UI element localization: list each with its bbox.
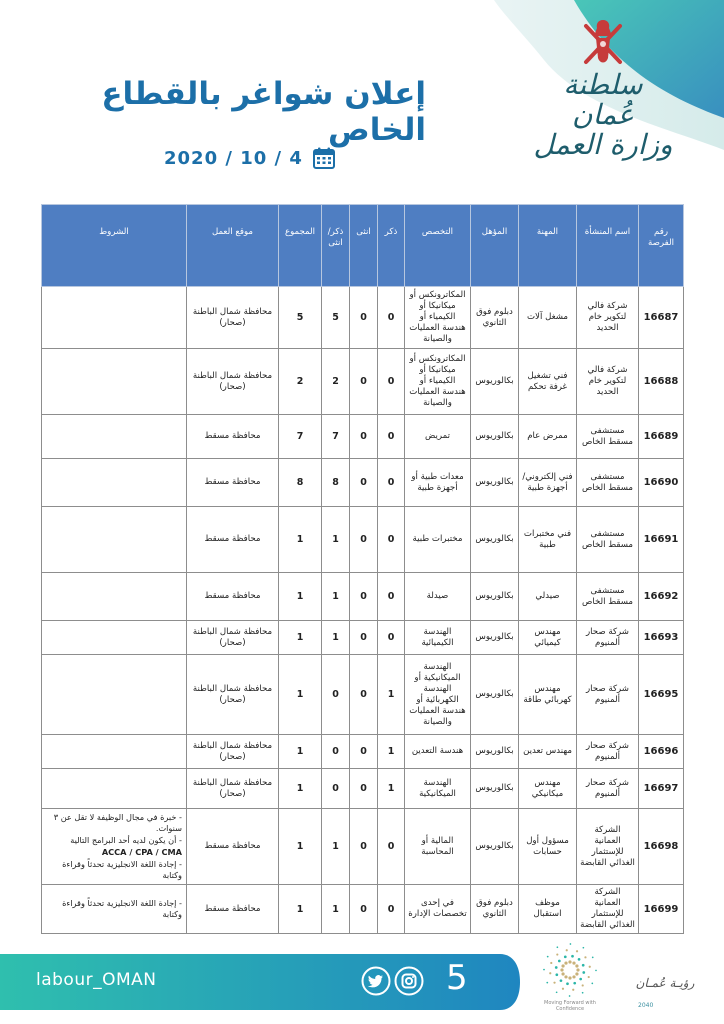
opportunity-number: 16688 [639, 349, 684, 415]
announcement-date: 2020 / 10 / 4 [164, 147, 303, 169]
female-count: 0 [350, 573, 378, 621]
qualification: بكالوريوس [471, 415, 519, 459]
profession: مهندس ميكانيكي [519, 769, 577, 809]
either-count: 8 [322, 459, 350, 507]
calendar-icon [313, 147, 335, 169]
conditions [42, 349, 187, 415]
female-count: 0 [350, 415, 378, 459]
conditions [42, 885, 187, 934]
female-count: 0 [350, 287, 378, 349]
vacancies-table [41, 204, 684, 934]
column-header: رقم الفرصة [639, 205, 684, 287]
table-row [42, 809, 684, 885]
specialization: المكاترونكس أو ميكانيكا أو الكيمياء أو هندسة العمليات والصيانة [405, 287, 471, 349]
opportunity-number: 16699 [639, 885, 684, 934]
column-header: المؤهل [471, 205, 519, 287]
specialization: الهندسة الكيميائية [405, 621, 471, 655]
work-location: محافظة مسقط [187, 809, 279, 885]
either-count: 2 [322, 349, 350, 415]
twitter-icon[interactable] [361, 966, 391, 996]
conditions [42, 655, 187, 735]
specialization: في إحدى تخصصات الإدارة [405, 885, 471, 934]
column-header: ذكر [378, 205, 405, 287]
profession: مشغل آلات [519, 287, 577, 349]
profession: مهندس تعدين [519, 735, 577, 769]
company-name: الشركة العمانية للإستثمار الغذائي القابضة [577, 809, 639, 885]
male-count: 0 [378, 507, 405, 573]
conditions [42, 573, 187, 621]
opportunity-number: 16689 [639, 415, 684, 459]
female-count: 0 [350, 885, 378, 934]
profession: مهندس كيميائي [519, 621, 577, 655]
male-count: 0 [378, 885, 405, 934]
opportunity-number: 16691 [639, 507, 684, 573]
profession: مسؤول أول حسابات [519, 809, 577, 885]
specialization: معدات طبية أو أجهزة طبية [405, 459, 471, 507]
qualification: دبلوم فوق الثانوي [471, 287, 519, 349]
total-count: 1 [279, 573, 322, 621]
total-count: 8 [279, 459, 322, 507]
opportunity-number: 16692 [639, 573, 684, 621]
table-row [42, 769, 684, 809]
total-count: 1 [279, 885, 322, 934]
column-header: اسم المنشأة [577, 205, 639, 287]
page-title: إعلان شواغر بالقطاع الخاص [101, 76, 426, 148]
qualification: بكالوريوس [471, 735, 519, 769]
work-location: محافظة شمال الباطنة (صحار) [187, 769, 279, 809]
specialization: الهندسة الميكانيكية [405, 769, 471, 809]
either-count: 0 [322, 769, 350, 809]
table-row [42, 459, 684, 507]
conditions [42, 809, 187, 885]
opportunity-number: 16690 [639, 459, 684, 507]
total-count: 1 [279, 809, 322, 885]
male-count: 0 [378, 349, 405, 415]
either-count: 7 [322, 415, 350, 459]
specialization: المالية أو المحاسبة [405, 809, 471, 885]
opportunity-number: 16697 [639, 769, 684, 809]
work-location: محافظة مسقط [187, 415, 279, 459]
company-name: شركة صحار ألمنيوم [577, 621, 639, 655]
instagram-icon[interactable] [394, 966, 424, 996]
qualification: بكالوريوس [471, 621, 519, 655]
condition-line: - خبرة في مجال الوظيفة لا تقل عن ٣ سنوات. [53, 812, 182, 833]
column-header: التخصص [405, 205, 471, 287]
work-location: محافظة مسقط [187, 573, 279, 621]
female-count: 0 [350, 507, 378, 573]
either-count: 1 [322, 573, 350, 621]
qualification: بكالوريوس [471, 349, 519, 415]
specialization: مختبرات طبية [405, 507, 471, 573]
female-count: 0 [350, 349, 378, 415]
specialization: المكاترونكس أو ميكانيكا أو الكيمياء أو هندسة العمليات والصيانة [405, 349, 471, 415]
company-name: مستشفى مسقط الخاص [577, 573, 639, 621]
female-count: 0 [350, 735, 378, 769]
male-count: 1 [378, 655, 405, 735]
either-count: 1 [322, 621, 350, 655]
female-count: 0 [350, 459, 378, 507]
logo-caption: Moving Forward with Confidence [544, 1000, 596, 1012]
profession: مهندس كهربائي طاقة [519, 655, 577, 735]
conditions [42, 735, 187, 769]
conditions [42, 621, 187, 655]
vacancies-table-wrapper [41, 204, 683, 934]
company-name: شركة فالي لتكوير خام الحديد [577, 287, 639, 349]
specialization: تمريض [405, 415, 471, 459]
work-location: محافظة شمال الباطنة (صحار) [187, 655, 279, 735]
qualification: بكالوريوس [471, 769, 519, 809]
female-count: 0 [350, 655, 378, 735]
table-row [42, 735, 684, 769]
condition-line: - أن يكون لديه أحد البرامج التالية [70, 835, 182, 845]
profession: موظف استقبال [519, 885, 577, 934]
company-name: شركة صحار ألمنيوم [577, 655, 639, 735]
qualification: دبلوم فوق الثانوي [471, 885, 519, 934]
total-count: 5 [279, 287, 322, 349]
conditions [42, 769, 187, 809]
male-count: 0 [378, 287, 405, 349]
either-count: 1 [322, 507, 350, 573]
female-count: 0 [350, 621, 378, 655]
company-name: شركة فالي لتكوير خام الحديد [577, 349, 639, 415]
qualification: بكالوريوس [471, 573, 519, 621]
company-name: مستشفى مسقط الخاص [577, 459, 639, 507]
conditions [42, 415, 187, 459]
column-header: المهنة [519, 205, 577, 287]
qualification: بكالوريوس [471, 655, 519, 735]
table-row [42, 885, 684, 934]
ministry-line-2: وزارة العمل [533, 128, 673, 161]
column-header: المجموع [279, 205, 322, 287]
social-handle[interactable]: labour_OMAN [36, 970, 157, 990]
male-count: 1 [378, 769, 405, 809]
page-number: 5 [446, 958, 468, 998]
either-count: 5 [322, 287, 350, 349]
profession: فني إلكتروني/ أجهزة طبية [519, 459, 577, 507]
table-body [42, 287, 684, 934]
column-header: انثى [350, 205, 378, 287]
male-count: 0 [378, 415, 405, 459]
condition-line: ACCA / CPA / CMA [101, 847, 182, 857]
conditions [42, 287, 187, 349]
total-count: 1 [279, 507, 322, 573]
total-count: 1 [279, 621, 322, 655]
table-row [42, 287, 684, 349]
either-count: 0 [322, 735, 350, 769]
female-count: 0 [350, 809, 378, 885]
male-count: 0 [378, 573, 405, 621]
work-location: محافظة مسقط [187, 507, 279, 573]
company-name: الشركة العمانية للإستثمار الغذائي القابضة [577, 885, 639, 934]
female-count: 0 [350, 769, 378, 809]
work-location: محافظة مسقط [187, 885, 279, 934]
either-count: 1 [322, 885, 350, 934]
total-count: 1 [279, 769, 322, 809]
total-count: 7 [279, 415, 322, 459]
total-count: 1 [279, 735, 322, 769]
qualification: بكالوريوس [471, 459, 519, 507]
profession: صيدلي [519, 573, 577, 621]
table-header-row [42, 205, 684, 287]
company-name: مستشفى مسقط الخاص [577, 415, 639, 459]
opportunity-number: 16695 [639, 655, 684, 735]
ministry-line-1: سلطنة عُمان [563, 68, 643, 131]
opportunity-number: 16693 [639, 621, 684, 655]
male-count: 0 [378, 809, 405, 885]
opportunity-number: 16687 [639, 287, 684, 349]
either-count: 1 [322, 809, 350, 885]
table-row [42, 415, 684, 459]
male-count: 0 [378, 459, 405, 507]
opportunity-number: 16698 [639, 809, 684, 885]
condition-line: - إجادة اللغة الانجليزية تحدثاً وقراءة وكتابة [62, 898, 182, 919]
total-count: 1 [279, 655, 322, 735]
specialization: هندسة التعدين [405, 735, 471, 769]
specialization: الهندسة الميكانيكية أو الهندسة الكهربائية أو هندسة العمليات والصيانة [405, 655, 471, 735]
conditions [42, 459, 187, 507]
profession: فني تشغيل غرفة تحكم [519, 349, 577, 415]
brand-logo-icon [540, 940, 600, 1000]
condition-line: - إجادة اللغة الانجليزية تحدثاً وقراءة وكتابة [62, 859, 182, 880]
column-header: الشروط [42, 205, 187, 287]
table-row [42, 621, 684, 655]
table-row [42, 349, 684, 415]
work-location: محافظة شمال الباطنة (صحار) [187, 735, 279, 769]
either-count: 0 [322, 655, 350, 735]
column-header: موقع العمل [187, 205, 279, 287]
male-count: 1 [378, 735, 405, 769]
date-row [164, 145, 335, 171]
work-location: محافظة شمال الباطنة (صحار) [187, 287, 279, 349]
work-location: محافظة شمال الباطنة (صحار) [187, 621, 279, 655]
table-row [42, 507, 684, 573]
table-row [42, 573, 684, 621]
ministry-name [528, 70, 678, 160]
oman-vision-logo: رؤيـة عُمـان [635, 976, 695, 990]
table-row [42, 655, 684, 735]
column-header: ذكر/ انثى [322, 205, 350, 287]
work-location: محافظة شمال الباطنة (صحار) [187, 349, 279, 415]
oman-vision-year: 2040 [638, 1002, 654, 1009]
total-count: 2 [279, 349, 322, 415]
national-emblem-icon [578, 14, 628, 72]
male-count: 0 [378, 621, 405, 655]
company-name: شركة صحار ألمنيوم [577, 769, 639, 809]
company-name: مستشفى مسقط الخاص [577, 507, 639, 573]
qualification: بكالوريوس [471, 507, 519, 573]
profession: فني مختبرات طبية [519, 507, 577, 573]
work-location: محافظة مسقط [187, 459, 279, 507]
profession: ممرض عام [519, 415, 577, 459]
opportunity-number: 16696 [639, 735, 684, 769]
conditions [42, 507, 187, 573]
qualification: بكالوريوس [471, 809, 519, 885]
company-name: شركة صحار ألمنيوم [577, 735, 639, 769]
specialization: صيدلة [405, 573, 471, 621]
